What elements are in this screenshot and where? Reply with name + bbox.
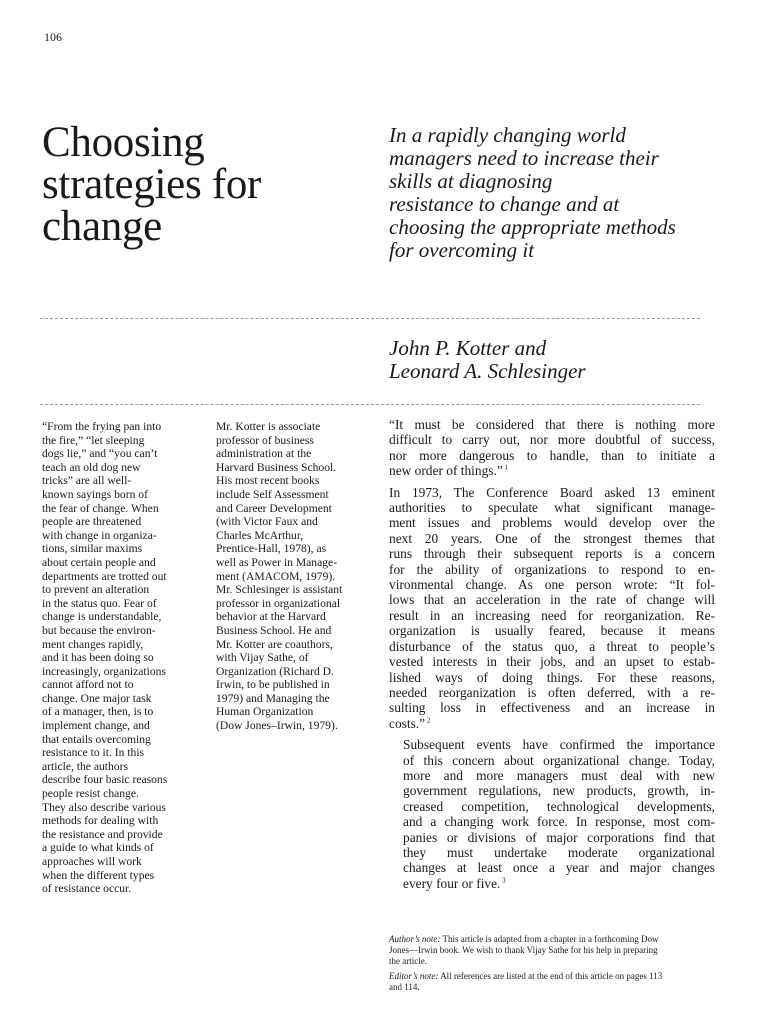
footnote-reference: 3 <box>500 876 506 885</box>
deck-line: In a rapidly changing world <box>389 123 626 147</box>
summary-line: people are threatened <box>42 515 142 529</box>
summary-line: but because the environ- <box>42 623 156 637</box>
summary-line: tricks” are all well- <box>42 474 132 488</box>
summary-line: of resistance occur. <box>42 882 132 896</box>
quote-line: new order of things.” $^1$ <box>389 463 509 479</box>
note-line <box>389 934 715 945</box>
summary-line: with change in organiza- <box>42 528 157 542</box>
summary-line: the fear of change. When <box>42 501 159 515</box>
deck-line: managers need to increase their <box>389 146 659 170</box>
bio-line: (with Victor Faux and <box>216 515 318 529</box>
body-line: result in an increasing need for reorganization. Re- <box>389 607 715 623</box>
body-line: they must undertake moderate organizational <box>403 844 715 860</box>
summary-line: implement change, and <box>42 719 150 733</box>
article-deck <box>389 124 729 262</box>
body-line: next 20 years. One of the strongest themes that <box>389 530 715 546</box>
bio-line: Mr. Kotter are coauthors, <box>216 637 333 651</box>
body-line: changes at least once a year and major changes <box>403 860 715 876</box>
body-line: vested interests in their jobs, and an upset to estab- <box>389 654 715 670</box>
summary-line: departments are trotted out <box>42 569 167 583</box>
bio-line: Harvard Business School. <box>216 460 337 474</box>
bio-line: Mr. Kotter is associate <box>216 420 321 433</box>
body-line: every four or five. $^3$ <box>403 875 506 891</box>
body-line: for the ability of organizations to respond to en- <box>389 561 715 577</box>
bio-line: Mr. Schlesinger is assistant <box>216 583 343 597</box>
summary-line: when the different types <box>42 868 155 882</box>
body-line: authorities to speculate what significant manage- <box>389 500 715 516</box>
quote-line: nor more dangerous to handle, than to initiate a <box>389 447 715 463</box>
summary-line: change. One major task <box>42 691 152 705</box>
bio-line: professor of business <box>216 433 314 447</box>
bio-line: 1979) and Managing the <box>216 691 330 705</box>
note-line <box>389 971 715 982</box>
editor-note <box>389 971 715 993</box>
bio-line: ment (AMACOM, 1979). <box>216 569 336 583</box>
body-line: Subsequent events have confirmed the importance <box>403 737 715 753</box>
body-line: more and more managers must deal with new <box>403 767 715 783</box>
body-line: lished ways of doing things. For these reasons, <box>389 669 715 685</box>
note-line <box>389 956 715 967</box>
body-line: In 1973, The Conference Board asked 13 eminent <box>389 484 715 500</box>
body-line: and a changing work force. In response, most com- <box>403 814 715 830</box>
summary-line: methods for dealing with <box>42 814 159 828</box>
page-number: 106 <box>44 30 62 44</box>
bio-line: His most recent books <box>216 474 320 488</box>
summary-line: tions, similar maxims <box>42 542 143 556</box>
body-line: needed reorganization is often deferred, with a re- <box>389 684 715 700</box>
body-line: sulting loss in effectiveness and an increase in <box>389 700 715 716</box>
summary-line: a guide to what kinds of <box>42 841 154 855</box>
summary-line: increasingly, organizations <box>42 664 166 678</box>
deck-line: choosing the appropriate methods <box>389 215 676 239</box>
author-note <box>389 934 715 967</box>
body-line: disturbance of the status quo, a threat to people’s <box>389 638 715 654</box>
article-body-column <box>389 417 715 897</box>
body-line: costs.” $^2$ <box>389 715 431 731</box>
body-line: of this concern about organizational change. Today, <box>403 752 715 768</box>
summary-line: dogs lie,” and “you can’t <box>42 447 158 461</box>
note-text: This article is adapted from a chapter in a forthcoming Dow <box>442 934 659 944</box>
body-line: panies or divisions of major corporations find that <box>403 829 715 845</box>
body-paragraph <box>389 737 715 891</box>
summary-line: about certain people and <box>42 555 156 569</box>
article-authors <box>389 337 729 383</box>
author-line: John P. Kotter and <box>389 336 547 360</box>
summary-line: describe four basic reasons <box>42 773 168 787</box>
body-line: vironmental change. As one person wrote: “It fol- <box>389 577 715 593</box>
bio-line: administration at the <box>216 447 312 461</box>
footnotes <box>389 934 715 997</box>
note-line <box>389 945 715 956</box>
bio-line: Charles McArthur, <box>216 528 304 542</box>
title-line: change <box>42 203 162 250</box>
bio-line: and Career Development <box>216 501 332 515</box>
summary-line: They also describe various <box>42 800 166 814</box>
title-line: Choosing <box>42 119 205 166</box>
body-line: runs through their subsequent reports is a concern <box>389 546 715 562</box>
body-line: government regulations, new products, growth, in- <box>403 783 715 799</box>
note-line <box>389 982 715 993</box>
bio-line: include Self Assessment <box>216 487 329 501</box>
note-text: and 114. <box>389 982 420 992</box>
note-text: All references are listed at the end of this article on pages 113 <box>440 971 663 981</box>
note-text: the article. <box>389 956 427 966</box>
footnote-reference: 1 <box>502 463 509 472</box>
note-text: Jones—Irwin book. We wish to thank Vijay Sathe for his help in preparing <box>389 945 658 955</box>
bio-line: professor in organizational <box>216 596 341 610</box>
quote-line: “It must be considered that there is nothing more <box>389 417 715 432</box>
bio-line: Organization (Richard D. <box>216 664 334 678</box>
summary-line: in the status quo. Fear of <box>42 596 157 610</box>
summary-line: and it has been doing so <box>42 651 154 665</box>
summary-line: the resistance and provide <box>42 827 163 841</box>
summary-line: “From the frying pan into <box>42 420 162 433</box>
bio-line: well as Power in Manage- <box>216 555 338 569</box>
bio-line: Human Organization <box>216 705 314 719</box>
divider-rule <box>40 404 700 405</box>
summary-line: resistance to it. In this <box>42 746 145 760</box>
summary-line: to prevent an alteration <box>42 583 150 597</box>
summary-line: known sayings born of <box>42 487 148 501</box>
article-title <box>42 119 342 250</box>
bio-line: (Dow Jones–Irwin, 1979). <box>216 719 338 733</box>
summary-line: change is understandable, <box>42 610 162 624</box>
summary-line: cannot afford not to <box>42 678 134 692</box>
note-label: Editor’s note: <box>389 971 439 981</box>
body-line: organization is usually feared, because it means <box>389 623 715 639</box>
body-line: creased competition, technological developments, <box>403 798 715 814</box>
summary-line: teach an old dog new <box>42 460 141 474</box>
author-bio-column <box>216 420 366 733</box>
article-summary-column <box>42 420 202 896</box>
deck-line: skills at diagnosing <box>389 169 553 193</box>
bio-line: Prentice-Hall, 1978), as <box>216 542 327 556</box>
summary-line: people resist change. <box>42 787 139 801</box>
divider-rule <box>40 318 700 319</box>
quote-line: difficult to carry out, nor more doubtful of success, <box>389 432 715 448</box>
summary-line: ment changes rapidly, <box>42 637 144 651</box>
bio-line: Business School. He and <box>216 623 332 637</box>
summary-line: approaches will work <box>42 855 142 868</box>
bio-line: behavior at the Harvard <box>216 610 326 624</box>
note-label: Author’s note: <box>389 934 441 944</box>
body-line: lows that an acceleration in the rate of change will <box>389 592 715 608</box>
footnote-reference: 2 <box>425 716 431 725</box>
opening-quote <box>389 417 715 479</box>
summary-line: that entails overcoming <box>42 732 151 746</box>
deck-line: for overcoming it <box>389 238 535 262</box>
bio-line: Irwin, to be published in <box>216 678 330 692</box>
summary-line: of a manager, then, is to <box>42 705 154 719</box>
body-line: ment issues and problems would develop over the <box>389 515 715 531</box>
bio-line: with Vijay Sathe, of <box>216 651 309 665</box>
author-line: Leonard A. Schlesinger <box>389 359 586 383</box>
deck-line: resistance to change and at <box>389 192 620 216</box>
title-line: strategies for <box>42 161 262 208</box>
summary-line: the fire,” “let sleeping <box>42 433 145 447</box>
body-paragraph <box>389 485 715 732</box>
summary-line: article, the authors <box>42 759 128 773</box>
